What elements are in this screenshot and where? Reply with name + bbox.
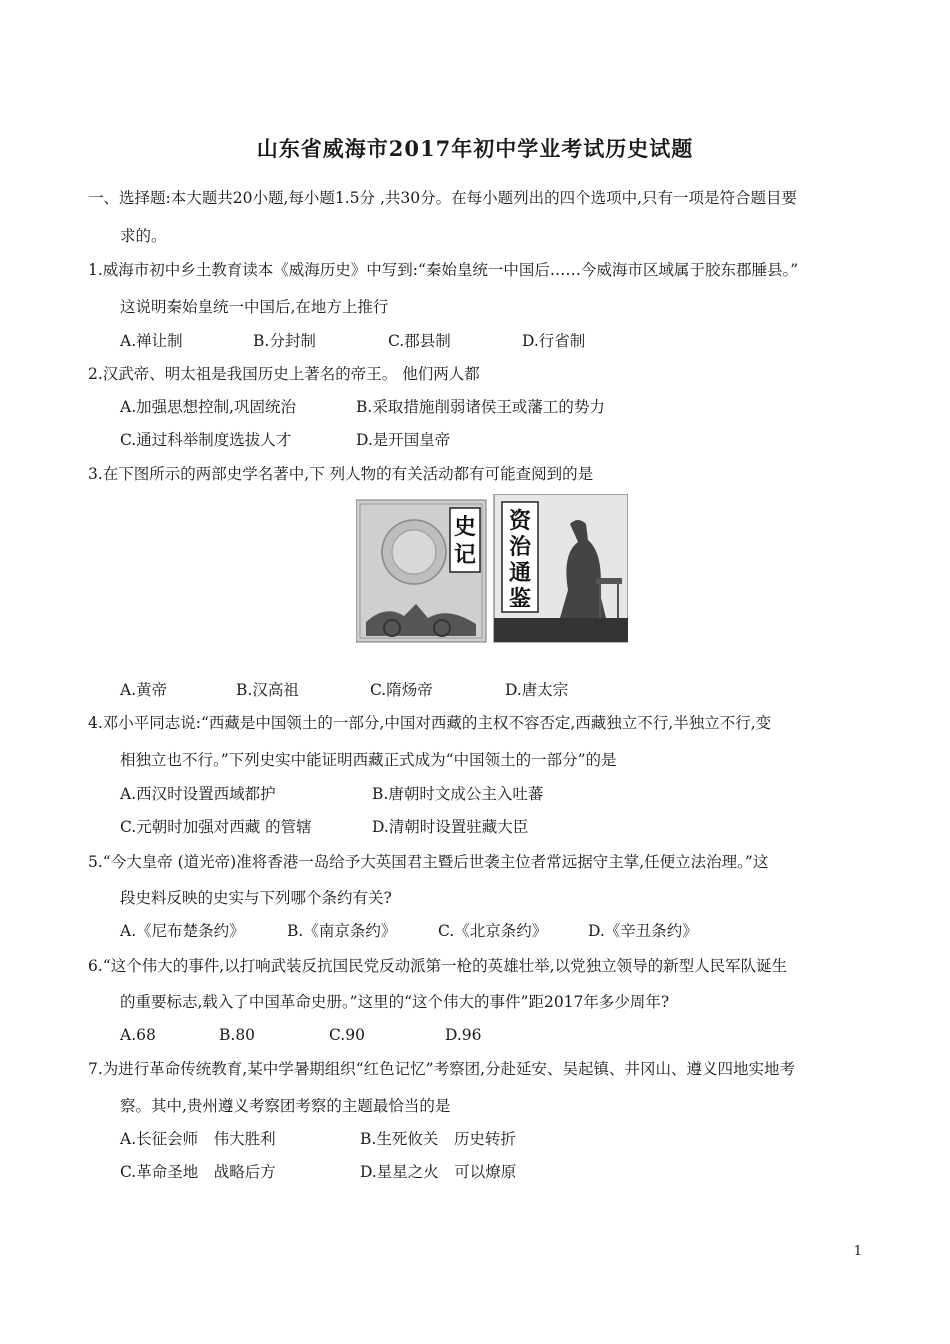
book-shiji-char-2: 记 xyxy=(453,542,477,568)
question-6-stem-cont: 的重要标志,载入了中国革命史册。”这里的“这个伟大的事件”距2017年多少周年? xyxy=(120,993,670,1011)
q6-option-b: B.80 xyxy=(219,1026,256,1044)
q6-option-d: D.96 xyxy=(445,1026,482,1044)
book-zizhi-char-2: 治 xyxy=(508,534,532,560)
question-2-stem: 2.汉武帝、明太祖是我国历史上著名的帝王。 他们两人都 xyxy=(88,365,480,383)
q4-option-d: D.清朝时设置驻藏大臣 xyxy=(372,818,529,836)
q3-option-c: C.隋炀帝 xyxy=(370,681,433,699)
q7-option-d: D.星星之火 可以燎原 xyxy=(360,1163,517,1181)
q2-option-b: B.采取措施削弱诸侯王或藩工的势力 xyxy=(356,398,605,416)
q1-option-a: A.禅让制 xyxy=(120,332,183,350)
q1-option-d: D.行省制 xyxy=(522,332,586,350)
section-instructions-cont: 求的。 xyxy=(120,227,167,245)
question-7-stem: 7.为进行革命传统教育,某中学暑期组织“红色记忆”考察团,分赴延安、吴起镇、井冈山、遵义四地实地考 xyxy=(88,1060,795,1078)
q1-option-b: B.分封制 xyxy=(253,332,316,350)
q4-option-b: B.唐朝时文成公主入吐蕃 xyxy=(372,785,544,803)
question-4-stem: 4.邓小平同志说:“西藏是中国领土的一部分,中国对西藏的主权不容否定,西藏独立不行,半独立不行,变 xyxy=(88,714,772,732)
q7-option-c: C.革命圣地 战略后方 xyxy=(120,1163,276,1181)
q3-option-d: D.唐太宗 xyxy=(505,681,569,699)
q2-option-d: D.是开国皇帝 xyxy=(356,431,451,449)
book-zizhi-char-4: 鉴 xyxy=(508,586,532,612)
book-zizhitongjian-cover xyxy=(494,494,628,642)
section-instructions: 一、选择题:本大题共20小题,每小题1.5分 ,共30分。在每小题列出的四个选项中,只有一项是符合题目要 xyxy=(88,189,798,207)
history-books-figure xyxy=(356,494,628,644)
q7-option-a: A.长征会师 伟大胜利 xyxy=(120,1130,276,1148)
q4-option-a: A.西汉时设置西域都护 xyxy=(120,785,276,803)
page-number: 1 xyxy=(853,1244,862,1259)
question-5-stem-cont: 段史料反映的史实与下列哪个条约有关? xyxy=(120,889,392,907)
q1-option-c: C.郡县制 xyxy=(388,332,451,350)
book-shiji-char-1: 史 xyxy=(453,514,477,540)
question-1-stem: 1.威海市初中乡土教育读本《威海历史》中写到:“秦始皇统一中国后……今威海市区域属于胶东郡腄县。” xyxy=(88,261,799,279)
q6-option-c: C.90 xyxy=(329,1026,365,1044)
q7-option-b: B.生死攸关 历史转折 xyxy=(360,1130,516,1148)
q2-option-c: C.通过科举制度选拔人才 xyxy=(120,431,292,449)
q3-option-b: B.汉高祖 xyxy=(236,681,299,699)
q6-option-a: A.68 xyxy=(120,1026,156,1044)
q5-option-a: A.《尼布楚条约》 xyxy=(120,922,245,940)
question-4-stem-cont: 相独立也不行。”下列史实中能证明西藏正式成为“中国领土的一部分”的是 xyxy=(120,751,617,769)
q5-option-c: C.《北京条约》 xyxy=(438,922,548,940)
page-title: 山东省威海市2017年初中学业考试历史试题 xyxy=(256,136,694,161)
book-shiji-cover xyxy=(356,500,486,642)
q4-option-c: C.元朝时加强对西藏 的管辖 xyxy=(120,818,312,836)
question-5-stem: 5.“今大皇帝 (道光帝)准将香港一岛给予大英国君主暨后世袭主位者常远据守主掌,任便立法治理。”这 xyxy=(88,853,769,871)
q3-option-a: A.黄帝 xyxy=(120,681,168,699)
q5-option-d: D.《辛丑条约》 xyxy=(588,922,698,940)
question-7-stem-cont: 察。其中,贵州遵义考察团考察的主题最恰当的是 xyxy=(120,1097,451,1115)
question-6-stem: 6.“这个伟大的事件,以打响武装反抗国民党反动派第一枪的英雄壮举,以党独立领导的新型人民军队诞生 xyxy=(88,957,788,975)
book-zizhi-char-3: 通 xyxy=(508,560,532,586)
book-zizhi-char-1: 资 xyxy=(508,508,532,534)
q2-option-a: A.加强思想控制,巩固统治 xyxy=(120,398,297,416)
question-3-stem: 3.在下图所示的两部史学名著中,下 列人物的有关活动都有可能查阅到的是 xyxy=(88,465,594,483)
q5-option-b: B.《南京条约》 xyxy=(287,922,397,940)
question-1-stem-cont: 这说明秦始皇统一中国后,在地方上推行 xyxy=(120,298,389,316)
